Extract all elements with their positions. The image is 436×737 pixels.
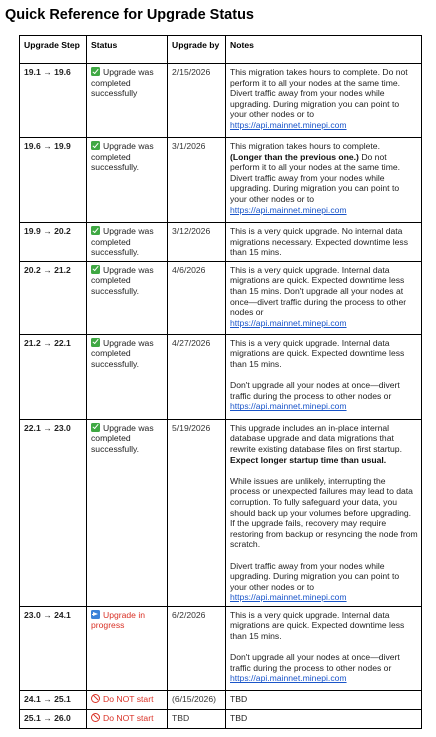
check-mark-icon — [91, 226, 100, 235]
upgrade-by-date: 3/12/2026 — [168, 223, 226, 262]
status-text: Upgrade was completed successfully. — [91, 264, 154, 296]
right-arrow-icon — [91, 610, 100, 619]
table-row — [20, 606, 422, 690]
status-cell — [87, 606, 168, 690]
upgrade-status-table — [19, 35, 422, 729]
status-cell — [87, 64, 168, 138]
upgrade-by-date: 5/19/2026 — [168, 419, 226, 606]
notes-cell — [226, 64, 422, 138]
column-header-upgrade-by: Upgrade by — [168, 36, 226, 64]
status-cell — [87, 709, 168, 728]
upgrade-step: 23.0 → 24.1 — [20, 606, 87, 690]
notes-cell — [226, 261, 422, 334]
upgrade-step: 20.2 → 21.2 — [20, 261, 87, 334]
upgrade-step: 25.1 → 26.0 — [20, 709, 87, 728]
check-mark-icon — [91, 423, 100, 432]
notes-text: This is a very quick upgrade. Internal data migrations are quick. Expected downtime less than 15 mins. — [230, 337, 405, 369]
status-text: Upgrade was completed successfully. — [91, 422, 154, 454]
table-row — [20, 223, 422, 262]
table-row — [20, 334, 422, 419]
table-row — [20, 709, 422, 728]
notes-text: Do not perform it to all your nodes at the same time. Divert traffic away from your nodes while upgrading. During migration you can point to your other nodes or to — [230, 151, 401, 204]
upgrade-by-date: TBD — [168, 709, 226, 728]
upgrade-step: 19.6 → 19.9 — [20, 138, 87, 223]
api-mainnet-link[interactable]: https://api.mainnet.minepi.com — [230, 204, 347, 215]
notes-cell — [226, 709, 422, 728]
status-cell — [87, 261, 168, 334]
notes-text: Don't upgrade all your nodes at once—divert traffic during the process to other nodes or — [230, 652, 400, 673]
prohibited-icon — [91, 694, 100, 703]
notes-text: While issues are unlikely, interrupting the process or unexpected failures may lead to data corruption. To fully safeguard your data, you should back up your volumes before upgrading. If the upgrade fails, recovery may require restoring from backup or resyncing the node from scratch. — [230, 475, 418, 550]
status-cell — [87, 138, 168, 223]
check-mark-icon — [91, 67, 100, 76]
prohibited-icon — [91, 713, 100, 722]
check-mark-icon — [91, 338, 100, 347]
api-mainnet-link[interactable]: https://api.mainnet.minepi.com — [230, 673, 347, 684]
status-cell — [87, 223, 168, 262]
notes-text: Divert traffic away from your nodes while upgrading. During migration you can point to your other nodes or to — [230, 560, 400, 592]
notes-text: Don't upgrade all your nodes at once—divert traffic during the process to other nodes or — [230, 380, 400, 401]
notes-cell — [226, 334, 422, 419]
table-row — [20, 261, 422, 334]
column-header-status: Status — [87, 36, 168, 64]
notes-text: TBD — [230, 693, 248, 704]
upgrade-by-date: 3/1/2026 — [168, 138, 226, 223]
notes-emphasis: (Longer than the previous one.) — [230, 151, 359, 162]
status-cell — [87, 690, 168, 709]
notes-text: This migration takes hours to complete. — [230, 141, 380, 151]
check-mark-icon — [91, 141, 100, 150]
table-header-row — [20, 36, 422, 64]
status-text: Upgrade in progress — [91, 609, 146, 631]
upgrade-by-date: (6/15/2026) — [168, 690, 226, 709]
upgrade-step: 21.2 → 22.1 — [20, 334, 87, 419]
upgrade-by-date: 4/27/2026 — [168, 334, 226, 419]
api-mainnet-link[interactable]: https://api.mainnet.minepi.com — [230, 119, 347, 130]
upgrade-by-date: 6/2/2026 — [168, 606, 226, 690]
notes-text: This migration takes hours to complete. Do not perform it to all your nodes at the same time. Divert traffic away from your nodes while upgrading. During migration you can point to your other nodes or to — [230, 67, 408, 120]
api-mainnet-link[interactable]: https://api.mainnet.minepi.com — [230, 317, 347, 328]
upgrade-step: 19.9 → 20.2 — [20, 223, 87, 262]
upgrade-step: 19.1 → 19.6 — [20, 64, 87, 138]
notes-text: This is a very quick upgrade. No internal data migrations necessary. Expected downtime less than 15 mins. — [230, 226, 409, 258]
table-row — [20, 138, 422, 223]
status-text: Upgrade was completed successfully. — [91, 226, 154, 258]
api-mainnet-link[interactable]: https://api.mainnet.minepi.com — [230, 592, 347, 603]
upgrade-step: 22.1 → 23.0 — [20, 419, 87, 606]
upgrade-step: 24.1 → 25.1 — [20, 690, 87, 709]
notes-cell — [226, 138, 422, 223]
status-text: Upgrade was completed successfully. — [91, 337, 154, 369]
status-cell — [87, 419, 168, 606]
notes-cell — [226, 690, 422, 709]
notes-cell — [226, 606, 422, 690]
notes-text: This is a very quick upgrade. Internal data migrations are quick. Expected downtime less than 15 mins. — [230, 609, 405, 642]
table-row — [20, 419, 422, 606]
status-text: Upgrade was completed successfully. — [91, 141, 154, 173]
check-mark-icon — [91, 265, 100, 274]
upgrade-by-date: 4/6/2026 — [168, 261, 226, 334]
notes-cell — [226, 419, 422, 606]
notes-emphasis: Expect longer startup time than usual. — [230, 454, 387, 465]
status-text: Do NOT start — [103, 712, 154, 723]
table-row — [20, 690, 422, 709]
page-title: Quick Reference for Upgrade Status — [5, 7, 254, 23]
status-cell — [87, 334, 168, 419]
api-mainnet-link[interactable]: https://api.mainnet.minepi.com — [230, 401, 347, 412]
notes-text: This is a very quick upgrade. Internal data migrations are quick. Expected downtime less than 15 mins. Don't upgrade all your nodes at once—divert traffic during the process to other nodes or — [230, 264, 407, 318]
upgrade-by-date: 2/15/2026 — [168, 64, 226, 138]
status-text: Do NOT start — [103, 693, 154, 704]
notes-text: TBD — [230, 712, 248, 723]
notes-text: This upgrade includes an in-place internal database upgrade and data migrations that rewrite existing database files on first startup. — [230, 422, 402, 454]
table-row — [20, 64, 422, 138]
column-header-step: Upgrade Step — [20, 36, 87, 64]
status-text: Upgrade was completed successfully — [91, 67, 154, 99]
column-header-notes: Notes — [226, 36, 422, 64]
notes-cell — [226, 223, 422, 262]
